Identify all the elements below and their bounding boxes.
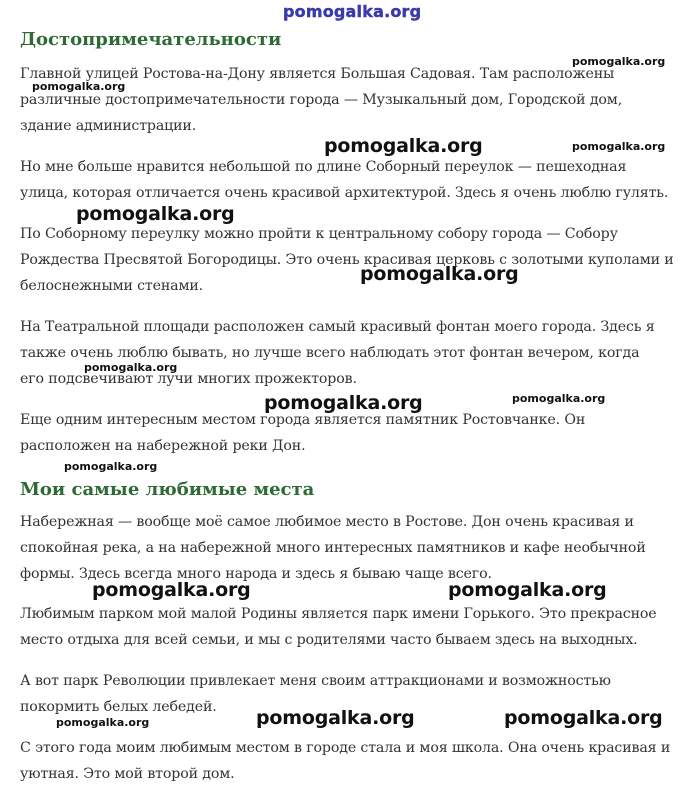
section-heading-landmarks: Достопримечательности [20, 29, 282, 50]
watermark: pomogalka.org [264, 392, 423, 414]
paragraph: По Соборному переулку можно пройти к центральному собору города — Собору Рождества Пресвятой Богородицы. Это очень красивая церковь с золотыми куполами и белоснежными стенами. [20, 226, 674, 294]
paragraph: С этого года моим любимым местом в городе стала и моя школа. Она очень красивая и уютная. Это мой второй дом. [20, 740, 671, 782]
watermark: pomogalka.org [32, 80, 126, 93]
paragraph: Набережная — вообще моё самое любимое место в Ростове. Дон очень красивая и спокойная река, а на набережной много интересных памятников и кафе необычной формы. Здесь всегда много народа и здесь я бываю чаще всего. [20, 514, 646, 582]
watermark-top: pomogalka.org [283, 2, 422, 21]
paragraph: Главной улицей Ростова-на-Дону является Большая Садовая. Там расположены различные достопримечательности города — Музыкальный дом, Городской дом, здание администрации. [20, 66, 623, 134]
paragraph: Еще одним интересным местом города является памятник Ростовчанке. Он расположен на набережной реки Дон. [20, 412, 586, 454]
watermark: pomogalka.org [84, 361, 178, 374]
watermark: pomogalka.org [448, 579, 607, 601]
watermark: pomogalka.org [256, 707, 415, 729]
watermark: pomogalka.org [512, 392, 606, 405]
section-heading-favorite-places: Мои самые любимые места [20, 479, 315, 500]
paragraph: На Театральной площади расположен самый красивый фонтан моего города. Здесь я также очень люблю бывать, но лучше всего наблюдать этот фонтан вечером, когда его подсвечивают лучи многих прожекторов. [20, 319, 655, 387]
paragraph: Но мне больше нравится небольшой по длине Соборный переулок — пешеходная улица, которая отличается очень красивой архитектурой. Здесь я очень люблю гулять. [20, 159, 669, 201]
watermark: pomogalka.org [76, 203, 235, 225]
watermark: pomogalka.org [324, 135, 483, 157]
watermark: pomogalka.org [504, 707, 663, 729]
paragraph: А вот парк Революции привлекает меня своим аттракционами и возможностью покормить белых лебедей. [20, 673, 611, 715]
watermark: pomogalka.org [360, 263, 519, 285]
watermark: pomogalka.org [64, 460, 158, 473]
watermark: pomogalka.org [92, 579, 251, 601]
paragraph: Любимым парком мой малой Родины является парк имени Горького. Это прекрасное место отдыха для всей семьи, и мы с родителями часто бываем здесь на выходных. [20, 606, 657, 648]
watermark: pomogalka.org [56, 716, 150, 729]
watermark: pomogalka.org [572, 140, 666, 153]
watermark: pomogalka.org [572, 55, 666, 68]
